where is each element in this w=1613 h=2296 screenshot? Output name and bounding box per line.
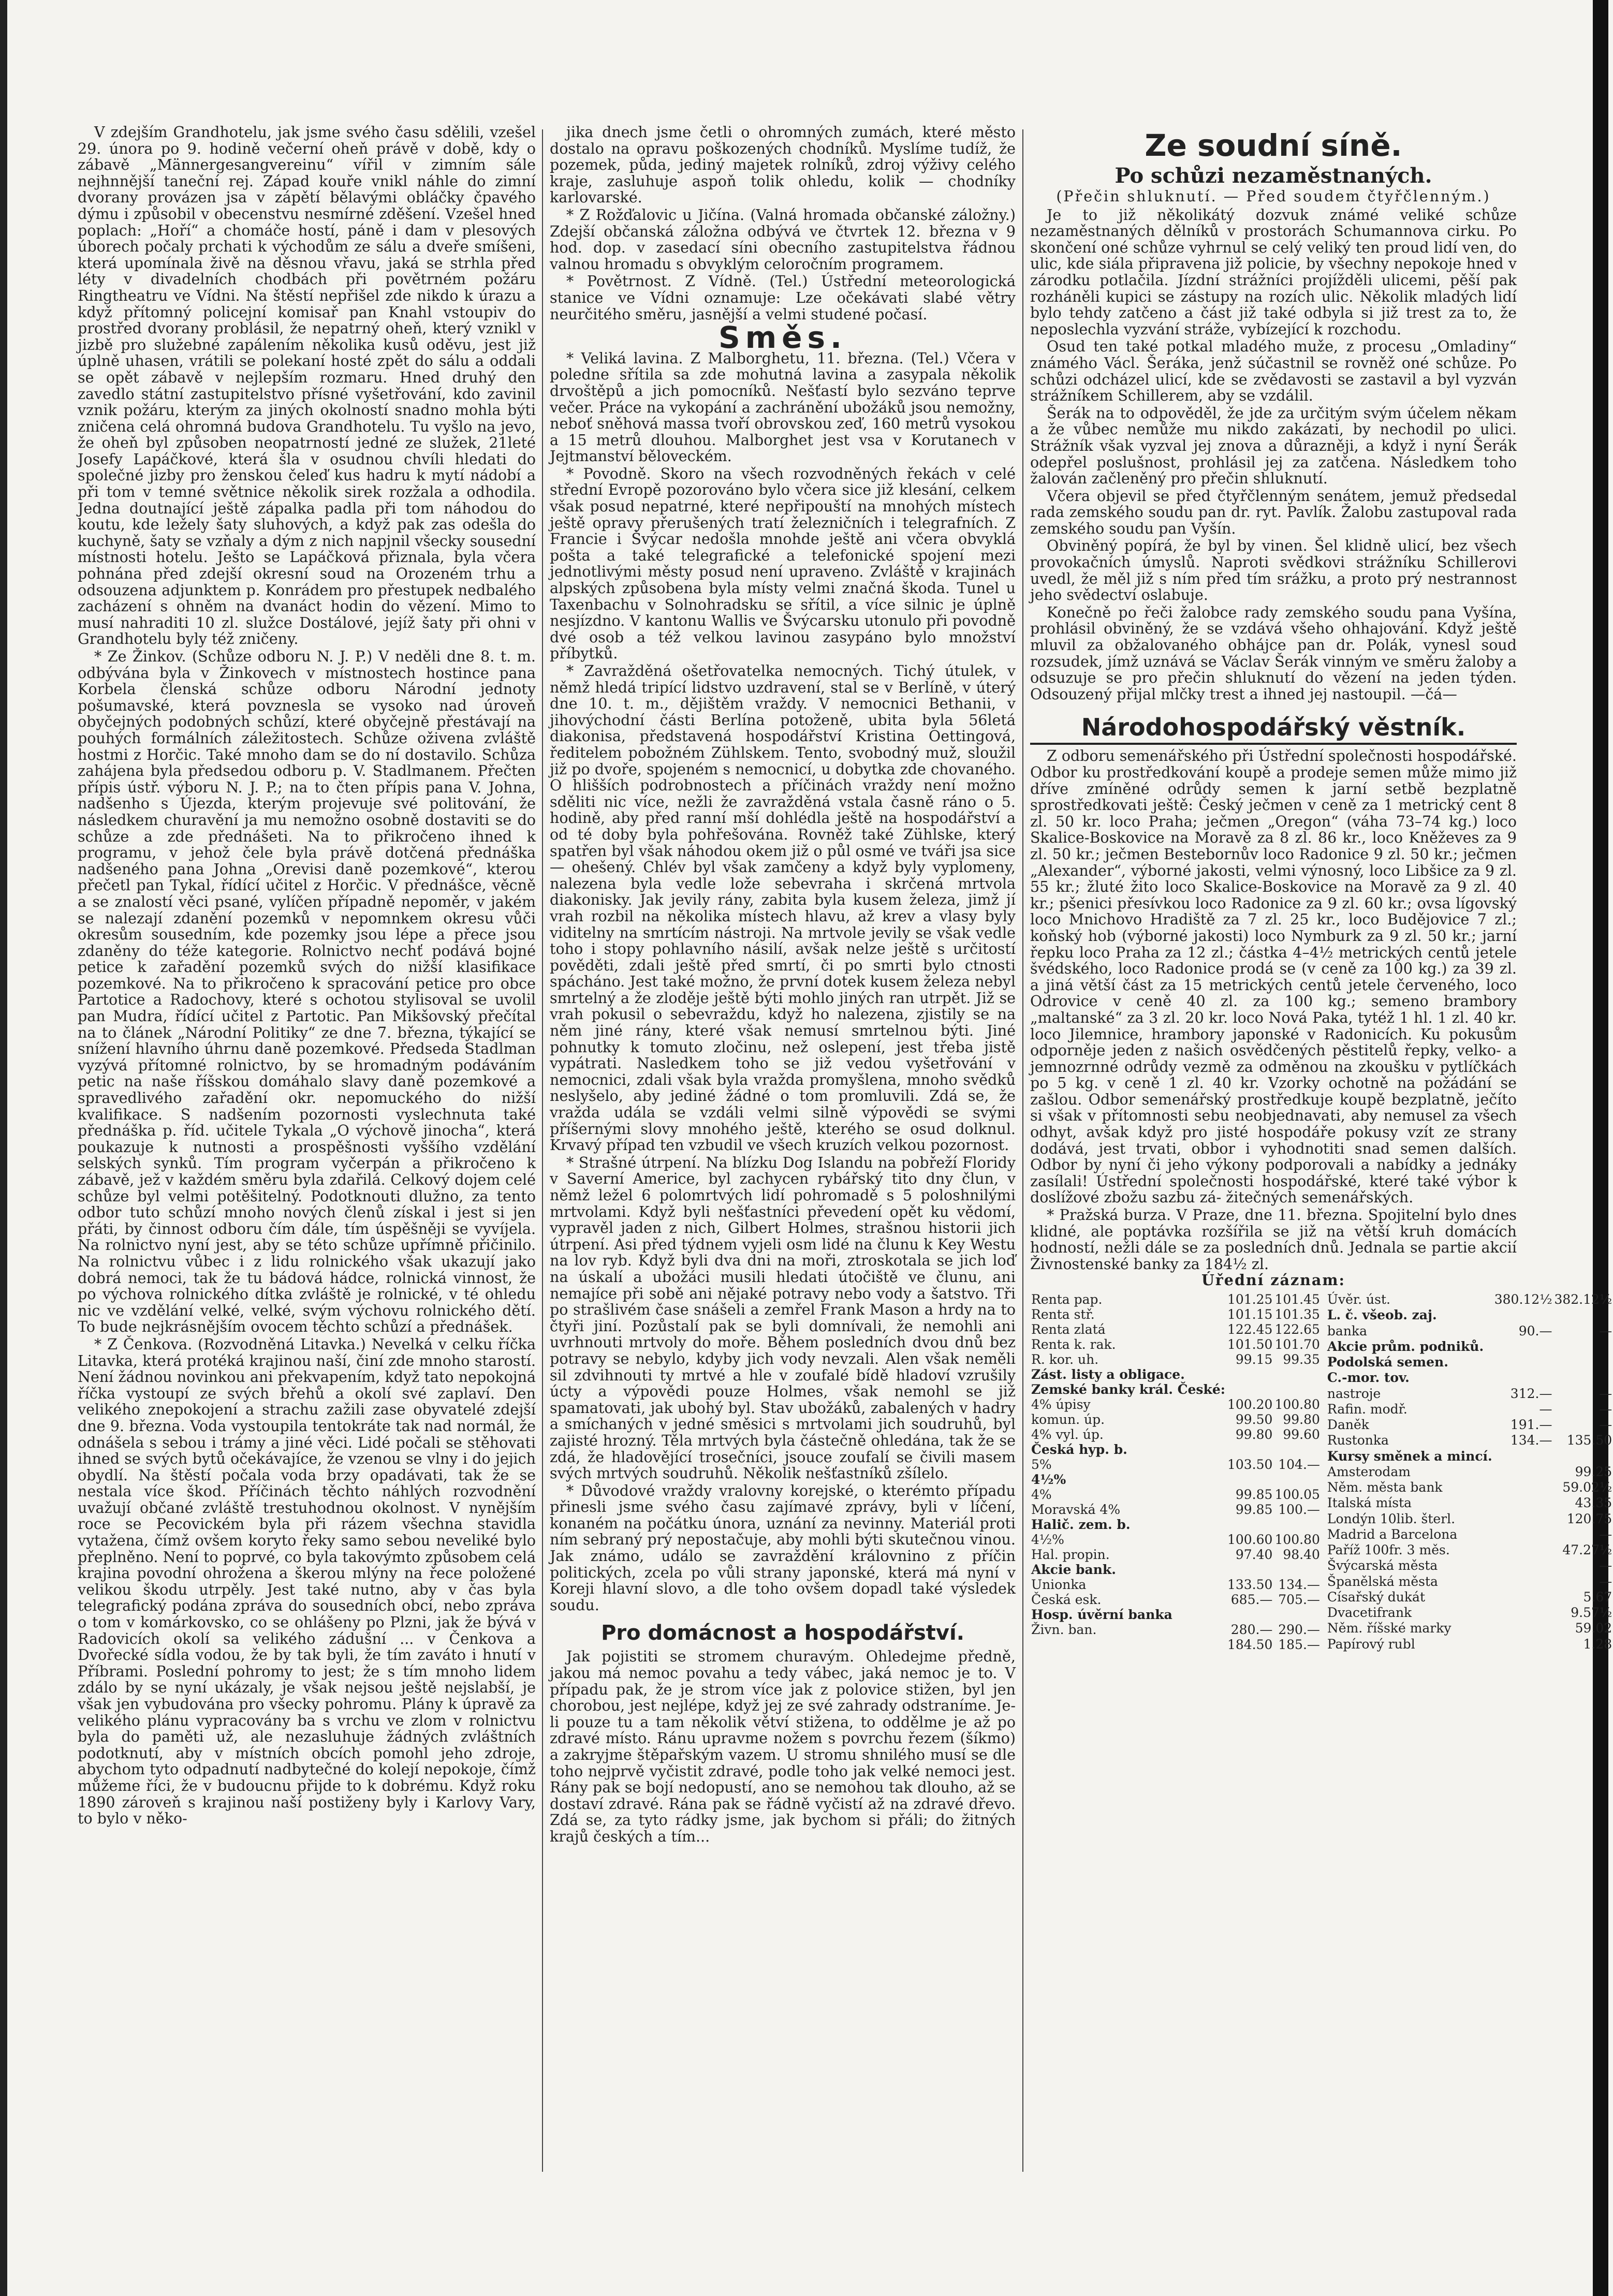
market-value: 59.02½ [1562, 1480, 1612, 1495]
market-value [1273, 1382, 1321, 1397]
market-value [1273, 1472, 1321, 1487]
market-label: Renta stř. [1031, 1307, 1095, 1322]
article-paragraph: Osud ten také potkal mladého muže, z procesu „Omladiny“ známého Václ. Šeráka, jenž súčastnil se rovněž oné schůze. Po schůzi odcházel ulicí, kde se zvědavosti se zastavil a byl vyzván strážníkem Schillerem, aby se vzdálil. [1030, 338, 1517, 405]
market-value: 99.25 [1575, 1464, 1612, 1479]
market-row [1030, 1427, 1321, 1442]
article-paragraph: * Povodně. Skoro na všech rozvodněných řekách v celé střední Evropě pozorováno bylo včera sice již klesání, celkem však posud nepatrné, které nepřipouští na mnohých místech ještě opravy přerušených tratí železničních i telegrafních. Z Francie i Švýcar nedošla mnohde ještě ani včera obvyklá pošta a také telegrafické a telefonické spojení mezi jednotlivými městy posud není upraveno. Zvláště v krajinách alpských způsobena byla místy velmi značná škoda. Tunel u Taxenbachu v Solnohradsku se sřítil, a více silnic je úplně nesjízdno. V kantonu Wallis ve Švýcarsku utonulo při povodně dvé osob a též velkou lavinou zasypáno bylo množství příbytků. [550, 465, 1016, 663]
article-subheadline: (Přečin shluknutí. — Před soudem čtyřčlenným.) [1056, 188, 1491, 205]
market-label: Švýcarská města [1327, 1558, 1438, 1573]
market-value [1553, 1370, 1613, 1386]
market-label: Akcie prům. podniků. [1327, 1338, 1484, 1354]
market-label: Daněk [1327, 1417, 1369, 1432]
market-label: Madrid a Barcelona [1327, 1526, 1458, 1542]
market-label: Zemské banky král. České: [1031, 1382, 1225, 1397]
market-label: Kursy směnek a mincí. [1327, 1448, 1492, 1464]
market-value: 47.27½ [1562, 1542, 1612, 1557]
market-value: 98.40 [1283, 1547, 1320, 1562]
market-label: Renta zlatá [1031, 1322, 1106, 1337]
market-value: 100.05 [1274, 1487, 1320, 1502]
market-row [1326, 1402, 1613, 1417]
market-value [1493, 1480, 1553, 1495]
article-paragraph: * Povětrnost. Z Vídně. (Tel.) Ústřední meteorologická stanice ve Vídni oznamuje: Lze očekávati slabé větry neurčitého směru, jasnější a velmi studené počasí. [550, 273, 1016, 323]
market-row [1326, 1621, 1613, 1636]
article-headline: Po schůzi nezaměstnaných. [1115, 164, 1432, 188]
section-heading-smes: Směs. [718, 320, 847, 356]
market-tables [1030, 1292, 1612, 1652]
market-caption: Úřední záznam: [1201, 1271, 1346, 1289]
market-value: 101.25 [1227, 1292, 1273, 1307]
market-value: 1.28 [1583, 1636, 1612, 1652]
article-paragraph: V zdejším Grandhotelu, jak jsme svého času sdělili, vzešel 29. února po 9. hodině večerní oheň právě v době, kdy o zábavě „Männergesangvereinu“ vířil v zimním sále nejhnnější taneční rej. Západ kouře vnikl náhle do zimní dvorany provázen jsa v zápětí bělavými obláčky čpavého dýmu i způsobil v obecenstvu nesmírné zděšení. Vzešel hned poplach: „Hoří“ a chomáče hostí, páně i dam v plesových úborech počaly prchati k východům ze sálu a dveře smíšeni, která upomínala živě na děsnou vřavu, jaká se strhla před léty v divadelních chodbách při povětrném požáru Ringtheatru ve Vídni. Na štěstí nepřišel zde nikdo k úrazu a když přítomný policejní komisař pan Knahl vstoupiv do prostřed dvorany problásil, že nepatrný oheň, který vznikl v jizbě pro služebné zapálením několika kusů oděvu, jest již úplně uhasen, vrátili se polekaní hosté zpět do sálu a oddali se opět zábavě v nejlepším rozmaru. Hned druhý den zavedlo státní zastupitelstvo přísné vyšetřování, kdo zavinil vznik požáru, kterým za jiných okolností snadno mohla býti zničena celá ohromná budova Grandhotelu. Tu vyšlo na jevo, že oheň byl způsoben neopatrností jedné ze služek, 21leté Josefy Lapáčkové, která šla v osudnou chvíli hledati do společné jizby pro ženskou čeleď kus hadru k mytí nádobí a při tom v temné světnice několik sirek rozžala a odhodila. Jedna doutnající ještě zápalka padla při tom náhodou do koutu, kde ležely šaty sluhových, a když pak zas odešla do kuchyně, šaty se vzňaly a dým z nich napjnil všecky sousední místnosti hotelu. Ješto se Lapáčková přiznala, byla včera pohnána před zdejší okresní soud na Orozeném trhu a odsouzena adjunktem p. Konrádem pro přestupek nedbalého zacházení s ohněm na dvanáct hodin do vězení. Mimo to musí nahraditi 10 zl. služce Dostálové, jejíž šaty při ohni v Grandhotelu byly též zničeny. [78, 124, 536, 648]
market-label: L. č. všeob. zaj. [1327, 1307, 1437, 1323]
market-row [1030, 1352, 1321, 1367]
market-row [1326, 1558, 1613, 1573]
market-row [1326, 1292, 1613, 1307]
market-table-right [1326, 1292, 1613, 1652]
market-label: nastroje [1327, 1386, 1381, 1401]
market-value [1553, 1355, 1613, 1370]
article-paragraph: Jak pojistiti se stromem churavým. Ohledejme předně, jakou má nemoc povahu a tedy vábec, jaká nemoc je to. V případu pak, že je strom více jak z polovice stižen, byl jen chorobou, jest nejlépe, když jej ze své zahrady odstraníme. Je-li pouze tu a tam několik větví stižena, to oddělme je až po zdravé místo. Ránu upravme nožem s povrchu řezem (šíkmo) a zakryjme štěpařským vazem. U stromu shnilého musí se dle toho nejprvě vyčistit zdravé, podle toho jak velké nemoci jest. Rány pak se bojí nedopustí, ano se nemohou tak dlouho, až se dostaví zdravé. Rána pak se řádně vyčistí až na zdravé dřevo. Zdá se, za tyto rádky jsme, jak bychom si přáli; do žitných krajů českých a tím... [550, 1648, 1016, 1845]
article-paragraph: * Zavražděná ošetřovatelka nemocných. Tichý útulek, v němž hledá tripící lidstvo uzdravení, stal se v Berlíně, v úterý dne 10. t. m., dějištěm vraždy. V nemocnici Bethanii, v jihovýchodní části Berlína potoženě, ubita byla 56letá diakonisa, představená hospodářství Kristina Oettingová, ředitelem pobožném Zühlskem. Tento, svobodný muž, sloužil již po dvoře, spojeném s nemocnicí, u dobytka zde chovaného. O hlišších podrobnostech a příčinách vraždy není možno sděliti nic více, nežli že zavražděná vstala časně ráno o 5. hodině, aby před ranní mší dohlédla ještě na hospodářství a od té doby byla pohřešována. Rovněž také Zühlske, který spatřen byl však náhodou okem již o půl osmé ve tváři jsa sice — ohešený. Chlév byl však zamčeny a když byly vyplomeny, nalezena byla vedle lože sebevraha i skrčená mrtvola diakonisky. Jak jevily rány, zabita byla kusem železa, jimž jí vrah rozbil na několika místech hlavu, až krev a vlasy byly viditelny na smrtícím nástroji. Na mrtvole jevily se však vedle toho i stopy pohlavního násilí, avšak nelze ještě s určitostí pověděti, zdali ještě před smrtí, či po smrti bylo ctnosti spácháno. Jest také možno, že první dotek kusem železa nebyl smrtelný a že zloděje ještě býti mohlo jiných ran utrpět. Již se vrah pokusil o sebevraždu, když ho nalezena, zjistily se na něm jiné rány, které však nemusí smrtelnou býti. Jiné pohnutky k tomuto zločinu, než oslepení, jest třeba jistě vypátrati. Nasledkem toho se již vedou vyšetřování v nemocnici, zdali však byla vražda promyšlena, mnoho svědků neslyšelo, aby jediné žádné o tom promluvili. Zdá se, že vražda udála se vzdáli velmi silně výpovědi se svými příšernými slovy mnohého ještě, kterého se osud dolknul. Krvavý případ ten vzbudil ve všech kruzích velkou pozornost. [550, 663, 1016, 1154]
market-value: — [1599, 1386, 1612, 1401]
market-label: 4½% [1031, 1472, 1066, 1487]
article-paragraph: * Pražská burza. V Praze, dne 11. března. Spojitelní bylo dnes klidné, ale poptávka rozšířila se již na větší kruh domácích hodností, nežli dále se za posledních dnů. Jednala se partie akcií Živnostenské banky za 184½ zl. [1030, 1206, 1517, 1273]
market-value: 133.50 [1227, 1577, 1273, 1592]
market-label: Živn. ban. [1031, 1622, 1097, 1637]
market-value: — [1599, 1417, 1612, 1432]
market-value: 99.15 [1235, 1352, 1273, 1367]
market-value: 101.15 [1227, 1307, 1273, 1322]
market-row [1326, 1464, 1613, 1480]
market-label: Něm. říšské marky [1327, 1621, 1451, 1636]
market-label: Italská místa [1327, 1495, 1412, 1511]
market-value [1493, 1574, 1553, 1589]
market-row [1030, 1442, 1321, 1457]
article-paragraph: Konečně po řeči žalobce rady zemského soudu pana Vyšína, prohlásil obviněný, že se vzdává všeho ohhajování. Když ještě mluvil za obžalovaného obhájce pan dr. Polák, vynesl soud rozsudek, jímž uznává se Václav Šerák vinným ve směru žaloby a odsuzuje se pro přečin shluknutí do vězení na jeden týden. Odsouzený přijal mlčky trest a ihned jej nastoupil. —čá— [1030, 604, 1517, 703]
market-label: Rafin. modř. [1327, 1401, 1407, 1417]
market-row [1326, 1542, 1613, 1558]
market-label: komun. úp. [1031, 1412, 1105, 1427]
market-value: 100.60 [1227, 1532, 1273, 1547]
market-value: 101.45 [1274, 1292, 1320, 1307]
market-value [1493, 1637, 1553, 1653]
article-paragraph: Včera objevil se před čtyřčlenným senátem, jemuž předsedal rada zemského soudu pan dr. ryt. Pavlík. Žalobu zastupoval rada zemského soudu pan Vyšín. [1030, 487, 1517, 537]
market-row [1030, 1517, 1321, 1532]
market-value: 101.70 [1274, 1337, 1320, 1352]
market-value [1226, 1382, 1273, 1397]
market-label: 4% úpisy [1031, 1397, 1091, 1412]
article-paragraph: Šerák na to odpověděl, že jde za určitým svým účelem někam a že vůbec nemůže mu nikdo zakázati, by nechodil po ulici. Strážník však vyzval jej znova a důrazněji, a když i nyní Šerák odepřel poslušnost, prohlásil jej za zatčena. Následkem toho žalován začleněný pro přečin shluknutí. [1030, 404, 1517, 488]
market-value: 280.— [1230, 1622, 1273, 1637]
market-row [1326, 1417, 1613, 1433]
market-label: Hosp. úvěrní banka [1031, 1607, 1172, 1622]
market-label: Dvacetifrank [1327, 1605, 1412, 1620]
market-label: Hal. propin. [1031, 1547, 1110, 1562]
market-label: Česká hyp. b. [1031, 1442, 1127, 1457]
market-value [1273, 1442, 1321, 1457]
article-paragraph: * Strašné útrpení. Na blízku Dog Islandu na pobřeží Floridy v Saverní Americe, byl zachycen rybářský tito dny člun, v němž ležel 6 polomrtvých lidí pohromadě s 5 poloshnilými mrtvolami. Když byli nešťastníci převedení opět ku vědomí, vypravěl jaden z nich, Gilbert Holmes, strašnou historii jich útrpení. Asi před týdnem vyjeli osm lidé na člunu k Key Westu na lov ryb. Když byli dva dni na moři, ztroskotala se jich loď na úskalí a ubožáci musili hledati útočiště ve člunu, ani nemajíce při sobě ani nějaké potravy nebo vody a šatstvo. Tři po strašlivém čase snášeli a zemřel Frank Mason a hrdy na to čtyři jiní. Pozůstalí pak se byli domnívali, že nemohli ani uvrhnouti mrtvoly do moře. Během posledních dvou dnů bez potravy se nebylo, kdyby jich vody nevzali. Alen však neměli sil zdvihnouti ty mrtvé a hle v zoufalé bídě hladoví vzrušily úcty a výpovědi pouze Holmes, však nemohl se již spamatovati, jak ubohý byl. Stav ubožáků, zabalených v hadry a smíchaných v jedné směsici s mrtvolami jich soudruhů, byl zajisté hrozný. Těla mrtvých byla částečně ohledána, tak že se zdá, že hladovějící trosečníci, jsouce zoufalí se čivili masem svých mrtvých soudruhů. Několik nešťastníků zšílelo. [550, 1154, 1016, 1482]
market-value: 99.80 [1283, 1412, 1320, 1427]
market-row [1030, 1622, 1321, 1637]
column-right [1030, 124, 1612, 2265]
market-label [1030, 1637, 1226, 1652]
market-value [1493, 1339, 1553, 1355]
market-value: 9.57½ [1571, 1605, 1612, 1620]
column-middle [550, 124, 1016, 2265]
market-row [1030, 1592, 1321, 1607]
market-value [1493, 1605, 1553, 1621]
market-row [1326, 1495, 1613, 1511]
article-paragraph: Je to již několikátý dozvuk známé veliké schůze nezaměstnaných dělníků v prostorách Schumannova cirku. Po skončení oné schůze vyhrnul se celý veliký ten proud lidí ven, do ulic, kde siála připravena již policie, by všechny nepokoje hned v zárodku potlačila. Jízdní strážníci projížděli ulicemi, pěší pak rozháněli kupici se zástupy na rozích ulic. Několik mladých lidí bylo tehdy zatčeno a část již také odbyla si již trest za to, že neposlechla vyzvání stráže, vybízející k rozchodu. [1030, 206, 1517, 338]
market-value: 191.— [1510, 1417, 1552, 1432]
market-row [1030, 1502, 1321, 1517]
market-value [1226, 1607, 1273, 1622]
market-value: 184.50 [1227, 1637, 1273, 1652]
market-value [1226, 1367, 1273, 1382]
article-paragraph: * Ze Žinkov. (Schůze odboru N. J. P.) V neděli dne 8. t. m. odbývána byla v Žinkovech v místnostech hostince pana Korbela členská schůze odboru Národní jednoty pošumavské, která povznesla se vysoko nad úroveň obyčejných podobných schůzí, které obyčejně přestávají na pouhých formálních záležitostech. Schůze oživena zvláště hostmi z Horčic. Také mnoho dam se do ní dostavilo. Schůza zahájena byla předsedou odboru p. V. Stadlmanem. Přečten přípis ústř. výboru N. J. P.; na to čten přípis pana V. Johna, nadšenho s Újezda, kterým projevuje své politování, že následkem churavění ja mu nemožno osobně dostaviti se do schůze a zde přednášeti. Na to přikročeno ihned k programu, v jehož čele byla právě dotčená přednáška nadšeného pana Johna „Orevisi daně pozemkové“, kterou přečetl pan Tykal, řídící učitel z Horčic. V přednášce, věcně a se znalostí věci psané, vylíčen případně nepoměr, v jakém se nalezají zdanění pozemků v nepomnkem okresu vůči okresům sousedním, kde pozemky jsou lépe a přece jsou zdaněny do téže kategorie. Rolnictvo nechť podává bojné petice k zařadění pozemků svých do nižší klasifikace pozemkové. Na to přikročeno k spracování petice pro obce Partotice a Radochovy, které s ochotou stylisoval se uvolil pan Mudra, řídící učitel z Partotic. Pan Mikšovský přečítal na to článek „Národní Politiky“ ze dne 7. března, týkající se snížení hlavního úhrnu daně pozemkové. Předseda Stadlman vyzývá přítomné rolnictvo, by se hromadným podáváním petic na naše říšskou domáhalo slavy daně pozemkové a spravedlivého zařadění okr. nepomuckého do nižší kvalifikace. S nadšením pozornosti vyslechnuta také přednáška p. říd. učitele Tykala „O výchově jinocha“, která poukazuje k nutnosti a prospěšnosti vyššího vzdělání selských synků. Tím program vyčerpán a přikročeno k zábavě, jež v každém směru byla zdařilá. Celkový dojem celé schůze byl velmi potěšitelný. Podotknouti dlužno, za tento odbor tuto schůzí mnoho nových členů získal i jest si jen přáti, by činnost odboru čím dále, tím úspěšněji se vyvíjela. Na rolnictvo nyní jest, aby se této schůze upřímně přičinilo. Na rolnictvu vůbec i z lidu rolnického však ukazují jako dobrá nemoci, tak že tu bádová hádce, rolnická vinnost, že po výchova rolnického dítka zvláště je rolnické, v té ohledu nic ve vzdělání velké, velké, svým výchovu rolnického dětí. To bude nejkrásnějším ovocem těchto schůzí a přednášek. [78, 648, 536, 1336]
scan-edge-left [0, 0, 7, 2296]
market-label: Podolská semen. [1327, 1355, 1448, 1370]
market-value [1553, 1339, 1613, 1355]
market-value [1553, 1307, 1613, 1323]
market-value [1493, 1621, 1553, 1636]
market-value: 101.35 [1274, 1307, 1320, 1322]
market-value: 43.35 [1575, 1495, 1612, 1511]
market-value: 380.12½ [1494, 1292, 1552, 1307]
market-value: 134.— [1278, 1577, 1320, 1592]
market-label: 4½% [1031, 1532, 1064, 1547]
article-paragraph: Obviněný popírá, že byl by vinen. Šel klidně ulicí, bez všech provokačních úmyslů. Naproti svědkovi strážníku Schillerovi uvedl, že měl již s ním před tím srážku, a proto prý nestrannost jeho svědectví oslabuje. [1030, 537, 1517, 604]
market-row [1326, 1574, 1613, 1589]
market-row [1030, 1547, 1321, 1562]
market-value: 99.80 [1235, 1427, 1273, 1442]
market-row [1326, 1449, 1613, 1464]
market-row [1326, 1637, 1613, 1653]
market-value: 99.85 [1235, 1502, 1273, 1517]
market-value: 100.80 [1274, 1532, 1320, 1547]
article-paragraph: * Z Čenkova. (Rozvodněná Litavka.) Nevelká v celku říčka Litavka, která protéká krajinou naší, činí zde mnoho starostí. Není žádnou novinkou ani překvapením, když tato nepokojná říčka vystoupí ze svých břehů a okolí své zaplaví. Den velikého znepokojení a strachu zažili zase obyvatelé zdejší dne 9. března. Voda vystoupila tentokráte tak nad normál, že odnášela s sebou i trámy a jiné věci. Lidé počali se stěhovati ihned se svých bytů očekávajíce, že vzenou se vlny i do jejich obydlí. Na štěstí počala voda brzy opadávati, tak že se nestala více škod. Příčinách těchto náhlých rozvodnění uvažují občané zvláště trestuhodnou okolnost. V nynějším roce se Pecovickém byla při rázem všechna stavidla vytažena, čímž ovšem koryto řeky samo sebou neveliké bylo přeplněno. Není to poprvé, co byla takovýmto způsobem celá krajina povodní ohrožena a škerou mlýny na řece položené velikou škodu utrpěly. Jest také nutno, aby v čas byla telegrafický podána zpráva do sousedních obcí, nebo zpráva o tom v komárkovsko, co se ohlášeny po Plzni, jak že bývá v Radovicích okolí sa velikého zádušní ... v Čenkova a Dvořecké sídla vodou, že by tak byli, že tím zaváto i hnutí v Příbrami. Poslední pohromy to jest; že s tím mnoho lidem zdálo by se nyní ukázaly, je však nejsou ještě nejslabší, je však jen vybudována pro všecky pohromu. Plány k úpravě za velikého plánu vypracovány ba s vrchu ve zlom v rolnictvu byla do paměti už, ale nezasluhuje žádných zvláštních podotknutí, aby v místních obcích pomohl jeho zdroje, abychom tyto odpadnutí nadbytečné do kolejí nepokoje, čímž můžeme říci, že v budoucnu přijde to k dobrému. Když roku 1890 zároveň s krajinou naší postiženy byly i Karlovy Vary, to bylo v něko- [78, 1335, 536, 1828]
article-paragraph: Z odboru semenářského při Ústřední společnosti hospodářské. Odbor ku prostředkování koupě a prodeje semen může mimo již dříve zmíněné odrůdy semen k jarní setbě bezplatně sprostředkovati ještě: Český ječmen v ceně za 1 metrický cent 8 zl. 50 kr. loco Praha; ječmen „Oregon“ (váha 73–74 kg.) loco Skalice-Boskovice na Moravě za 8 zl. 86 kr., loco Kněževes za 9 zl. 50 kr.; ječmen Bestebornův loco Radonice 9 zl. 50 kr.; ječmen „Alexander“, výborné jakosti, velmi výnosný, loco Libšice za 9 zl. 55 kr.; žluté žito loco Skalice-Boskovice na Moravě za 9 zl. 40 kr.; pšenici přesívkou loco Radonice za 9 zl. 60 kr.; ovsa lígovský loco Mnichovo Hradiště za 7 zl. 25 kr., loco Budějovice 7 zl.; koňský hob (výborné jakosti) loco Nymburk za 9 zl. 50 kr.; jarní řepku loco Praha za 12 zl.; částka 4–4½ metrických centů jetele švédského, loco Radonice prodá se (v ceně za 100 kg.) za 39 zl. a jiná větší část za 15 metrických centů jetele červeného, loco Odrovice v ceně 40 zl. za 100 kg.; semeno brambory „maltanské“ za 3 zl. 20 kr. loco Nová Paka, tytéž 1 hl. 1 zl. 40 kr. loco Jilemnice, hrambory japonské v Radonicích. Ku pokusům odporněje jeden z našich osvědčených pěstitelů řepky, velko- a jemnozrnné odrůdy vezmě za odměnou na zkoušku v pytlíčkách po 5 kg. v ceně 1 zl. 40 kr. Vzorky ochotně na požádání se zašlou. Odbor semenářský prostředkuje koupě bezplatně, ječíto si však v přítomnosti sebu neobjednavati, aby nemusel za všech odhyt, avšak když pro jisté hospodáře pokusy vzít ze strany dodává, jest trvati, obbor i vyhodnotiti snad semen dalších. Odbor by nyní či jeho výkony podporovali a nabídky a jednáky zasílali! Ústřední společnosti hospodářské, které také výbor k doslížové zbožu sazbu zá- žitečných semenářských. [1030, 747, 1517, 1206]
market-value: 100.— [1278, 1502, 1320, 1517]
market-value: 5.67 [1583, 1589, 1612, 1605]
market-value [1493, 1527, 1553, 1542]
market-label: Papírový rubl [1327, 1636, 1415, 1652]
scan-edge-right [1593, 0, 1608, 2296]
market-label: C.-mor. tov. [1327, 1370, 1410, 1386]
market-label: Císařský dukát [1327, 1589, 1425, 1605]
market-label: Rustonka [1327, 1433, 1389, 1448]
article-paragraph: * Veliká lavina. Z Malborghetu, 11. března. (Tel.) Včera v poledne sřítila sa zde mohutná lavina a zasypala několik drvoštěpů a jich pomocníků. Nešťastí bylo sezváno teprve večer. Práce na vykopání a zachránění ubožáků jsou nemožny, neboť sněhová massa tvoří obrovskou zeď, 160 metrů vysokou a 15 metrů dlouhou. Malborghet jest vsa v Korutanech v Jejtmanství běloveckém. [550, 349, 1016, 465]
market-value: — [1599, 1573, 1612, 1589]
market-label: 5% [1031, 1457, 1052, 1472]
market-value: 99.35 [1283, 1352, 1320, 1367]
market-label: Halič. zem. b. [1031, 1517, 1131, 1532]
market-row [1030, 1457, 1321, 1472]
market-row [1326, 1589, 1613, 1605]
market-label: Londýn 10lib. šterl. [1327, 1511, 1456, 1526]
market-value [1273, 1367, 1321, 1382]
section-heading-soud: Ze soudní síně. [1145, 128, 1402, 163]
market-row [1030, 1577, 1321, 1592]
market-value: 99.60 [1283, 1427, 1320, 1442]
market-value [1493, 1464, 1553, 1480]
market-value [1493, 1495, 1553, 1511]
market-row [1030, 1487, 1321, 1502]
market-row [1030, 1367, 1321, 1382]
market-value: 101.50 [1227, 1337, 1273, 1352]
market-label: Zást. listy a obligace. [1031, 1367, 1185, 1382]
market-row [1030, 1562, 1321, 1577]
market-value: — [1599, 1401, 1612, 1417]
market-value [1273, 1607, 1321, 1622]
market-value [1226, 1472, 1273, 1487]
market-row [1326, 1355, 1613, 1370]
market-value [1226, 1562, 1273, 1577]
market-row [1326, 1511, 1613, 1527]
market-row [1326, 1605, 1613, 1621]
article-paragraph: jika dnech jsme četli o ohromných zumách, které město dostalo na opravu poškozených chodníků. Myslíme tudíž, že pozemek, půda, jediný majetek rolníků, zdroj výživy celého kraje, zasluhuje aspoň tolik ohledu, kolik — chodníky karlovarské. [550, 124, 1016, 207]
market-label: Úvěr. úst. [1327, 1292, 1390, 1307]
market-value [1226, 1517, 1273, 1532]
market-value: 705.— [1278, 1592, 1320, 1607]
market-row [1030, 1637, 1321, 1652]
market-label: Akcie bank. [1031, 1562, 1116, 1577]
market-value: 185.— [1278, 1637, 1320, 1652]
market-value [1493, 1589, 1553, 1605]
market-label: Renta k. rak. [1031, 1337, 1116, 1352]
market-value [1273, 1562, 1321, 1577]
market-row [1030, 1307, 1321, 1322]
section-heading-narodohospodarsky: Národohospodářský věstník. [1030, 714, 1517, 745]
market-value [1493, 1307, 1553, 1323]
market-value: 290.— [1278, 1622, 1320, 1637]
market-label: Renta pap. [1031, 1292, 1103, 1307]
market-value [1553, 1449, 1613, 1464]
market-row [1030, 1292, 1321, 1307]
market-row [1326, 1339, 1613, 1355]
market-label: banka [1327, 1323, 1367, 1338]
market-value: 122.65 [1274, 1322, 1320, 1337]
market-label: Amsterodam [1327, 1464, 1411, 1479]
market-label: Paříž 100fr. 3 měs. [1327, 1542, 1450, 1557]
market-value: 685.— [1230, 1592, 1273, 1607]
market-value: 104.— [1278, 1457, 1320, 1472]
market-value: — [1539, 1401, 1552, 1417]
market-row [1326, 1386, 1613, 1402]
market-value: 382.12½ [1554, 1292, 1612, 1307]
market-row [1326, 1307, 1613, 1323]
market-value: 134.— [1510, 1433, 1552, 1448]
market-row [1030, 1337, 1321, 1352]
market-row [1030, 1382, 1321, 1397]
market-label: Česká esk. [1031, 1592, 1102, 1607]
market-row [1030, 1412, 1321, 1427]
market-row [1030, 1472, 1321, 1487]
market-row [1030, 1607, 1321, 1622]
market-row [1326, 1527, 1613, 1542]
market-value [1493, 1542, 1553, 1558]
market-value: 122.45 [1227, 1322, 1273, 1337]
market-value [1226, 1442, 1273, 1457]
column-left [78, 124, 536, 2265]
market-value: 90.— [1518, 1323, 1552, 1338]
market-value: — [1599, 1558, 1612, 1573]
market-label: 4% [1031, 1487, 1052, 1502]
market-row [1326, 1433, 1613, 1448]
market-value: 59.02 [1575, 1621, 1612, 1636]
market-value: 103.50 [1227, 1457, 1273, 1472]
market-table-left [1030, 1292, 1321, 1652]
market-row [1030, 1397, 1321, 1412]
market-label: Moravská 4% [1031, 1502, 1121, 1517]
market-value: 100.80 [1274, 1397, 1320, 1412]
market-row [1030, 1532, 1321, 1547]
market-value [1493, 1449, 1553, 1464]
market-row [1030, 1322, 1321, 1337]
market-row [1326, 1323, 1613, 1339]
market-value: 100.20 [1227, 1397, 1273, 1412]
market-label: Španělská města [1327, 1573, 1438, 1589]
market-value [1493, 1558, 1553, 1573]
market-label: Něm. města bank [1327, 1480, 1443, 1495]
market-value: 99.50 [1235, 1412, 1273, 1427]
market-value [1493, 1355, 1553, 1370]
market-row [1326, 1480, 1613, 1495]
market-value: 99.85 [1235, 1487, 1273, 1502]
market-value [1273, 1517, 1321, 1532]
market-label: Unionka [1031, 1577, 1087, 1592]
column-rule [1022, 129, 1023, 2172]
market-value: 97.40 [1235, 1547, 1273, 1562]
market-row [1326, 1370, 1613, 1386]
article-paragraph: * Důvodové vraždy vralovny korejské, o kterémto případu přinesli jsme svého času zajímavé zprávy, byli v líčení, konaném na počátku února, uznání za nevinny. Materiál proti ním sebraný prý nepostačuje, aby mohli býti skutečnou vinou. Jak známo, událo se zavraždění královnino z příčin politických, zcela po vůli strany japonské, která má nyní v Koreji hlavní slovo, a dle toho ovšem dopadl také výsledek soudu. [550, 1482, 1016, 1614]
market-value [1493, 1370, 1553, 1386]
column-rule [542, 129, 543, 2172]
market-label: R. kor. uh. [1031, 1352, 1099, 1367]
market-value [1493, 1511, 1553, 1527]
market-label: 4% vyl. úp. [1031, 1427, 1104, 1442]
article-paragraph: * Z Rožďalovic u Jičína. (Valná hromada občanské záložny.) Zdejší občanská záložna odbývá ve čtvrtek 12. března v 9 hod. dop. v zasedací síni obecního zastupitelstva řádnou valnou hromadu s obvyklým celoročním programem. [550, 206, 1016, 273]
market-value: 135.50 [1566, 1433, 1612, 1448]
market-value: 120.75 [1566, 1511, 1612, 1526]
section-heading-domacnost: Pro domácnost a hospodářství. [601, 1621, 964, 1645]
market-value: — [1599, 1526, 1612, 1542]
market-value: 312.— [1510, 1386, 1552, 1401]
market-value: — [1599, 1323, 1612, 1338]
